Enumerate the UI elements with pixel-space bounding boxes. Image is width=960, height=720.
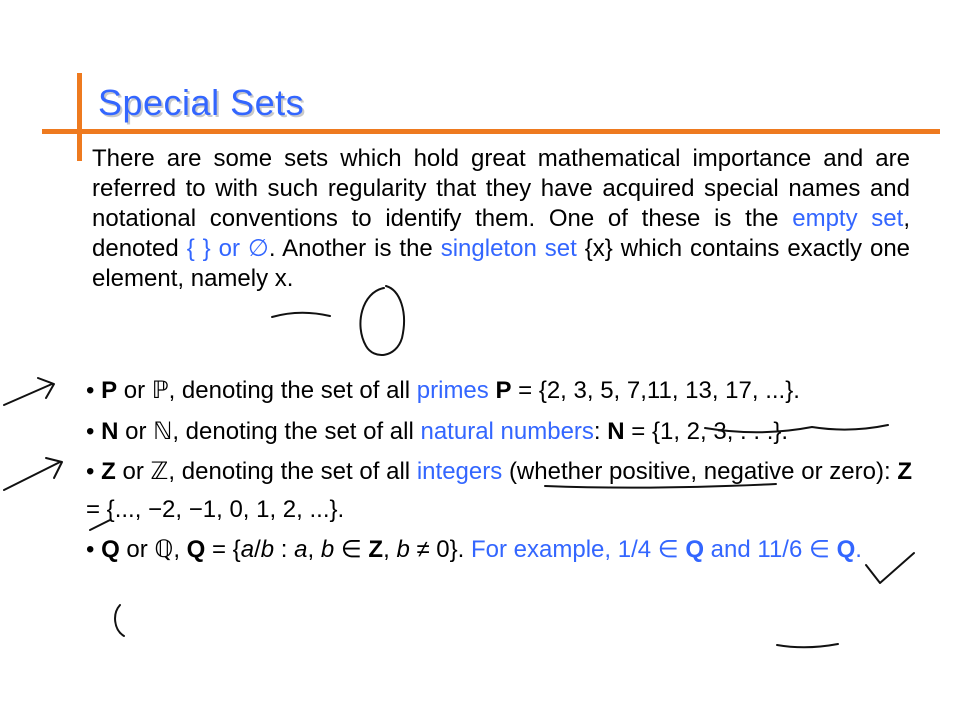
example-text: . bbox=[855, 536, 862, 563]
bullet-text: = {1, 2, 3, . . .}. bbox=[624, 417, 789, 445]
title-accent-vertical-bar bbox=[77, 73, 82, 161]
bullet-dot: • bbox=[86, 417, 95, 445]
bullet-text: = {2, 3, 5, 7,11, 13, 17, ...}. bbox=[511, 377, 800, 404]
intro-text: There are some sets which hold great mathematical importance and are referred to with such regularity that they have acquired special names and notational conventions to identify them. One of these is the bbox=[92, 145, 910, 232]
set-symbol: Q bbox=[836, 536, 856, 563]
bullet-text: = { bbox=[205, 536, 241, 563]
set-symbol: N bbox=[101, 417, 119, 445]
set-symbol: Q bbox=[685, 536, 705, 563]
empty-set-term: empty set bbox=[792, 205, 904, 232]
example-text: and 11/6 ∈ bbox=[704, 536, 837, 563]
bullet-text: (whether positive, negative or zero): bbox=[502, 458, 898, 485]
set-symbol: Z bbox=[897, 458, 913, 485]
ink-paren-q bbox=[115, 605, 124, 636]
bullet-integers bbox=[86, 453, 912, 528]
natural-numbers-term: natural numbers bbox=[420, 417, 594, 445]
set-symbol: Q bbox=[186, 536, 206, 563]
bullet-dot: • bbox=[86, 377, 95, 404]
bullet-dot: • bbox=[86, 536, 95, 563]
variable-b: b bbox=[260, 536, 275, 563]
ink-arrow-naturals bbox=[4, 458, 62, 490]
integers-term: integers bbox=[416, 458, 503, 485]
bullet-text: , bbox=[383, 536, 397, 563]
ink-circle-emptyset bbox=[360, 286, 404, 355]
set-symbol: Q bbox=[101, 536, 120, 563]
variable-a: a bbox=[240, 536, 255, 563]
bullet-text: or ℤ, denoting the set of all bbox=[115, 458, 417, 485]
bullet-text: = {..., −2, −1, 0, 1, 2, ...}. bbox=[86, 495, 345, 523]
bullet-text: or ℚ, bbox=[119, 536, 187, 563]
ink-arrow-primes bbox=[4, 378, 54, 405]
bullet-text: ≠ 0}. bbox=[409, 536, 472, 563]
bullet-primes bbox=[86, 372, 912, 410]
set-symbol: Z bbox=[101, 458, 116, 485]
set-symbol: N bbox=[607, 417, 625, 445]
bullet-naturals bbox=[86, 413, 912, 451]
intro-paragraph bbox=[92, 144, 910, 294]
bullet-text: / bbox=[254, 536, 261, 563]
primes-term: primes bbox=[416, 377, 489, 404]
variable-b: b bbox=[396, 536, 410, 563]
intro-text: , denoted bbox=[92, 205, 910, 262]
singleton-set-term: singleton set bbox=[440, 235, 577, 262]
intro-text: {x} which contains exactly one element, namely x. bbox=[92, 235, 911, 292]
set-symbol: Z bbox=[368, 536, 384, 563]
bullet-text: , bbox=[307, 536, 321, 563]
variable-a: a bbox=[294, 536, 308, 563]
set-symbol: P bbox=[101, 377, 118, 404]
bullet-dot: • bbox=[86, 458, 95, 485]
special-sets-list bbox=[86, 372, 912, 572]
bullet-text: ∈ bbox=[334, 536, 369, 563]
ink-underline-braces bbox=[272, 313, 330, 317]
empty-set-notation: { } or ∅ bbox=[186, 235, 269, 262]
bullet-rationals bbox=[86, 531, 912, 569]
title-accent-horizontal-bar bbox=[42, 129, 940, 134]
intro-text: . Another is the bbox=[268, 235, 441, 262]
bullet-text: : bbox=[593, 417, 608, 445]
example-text: For example, 1/4 ∈ bbox=[471, 536, 686, 563]
bullet-text: : bbox=[274, 536, 295, 563]
slide-title: Special Sets bbox=[98, 82, 305, 123]
bullet-text: or ℕ, denoting the set of all bbox=[118, 417, 421, 445]
set-symbol: P bbox=[495, 377, 512, 404]
ink-underline-example bbox=[777, 644, 838, 647]
variable-b: b bbox=[320, 536, 335, 563]
bullet-text: or ℙ, denoting the set of all bbox=[117, 377, 417, 404]
